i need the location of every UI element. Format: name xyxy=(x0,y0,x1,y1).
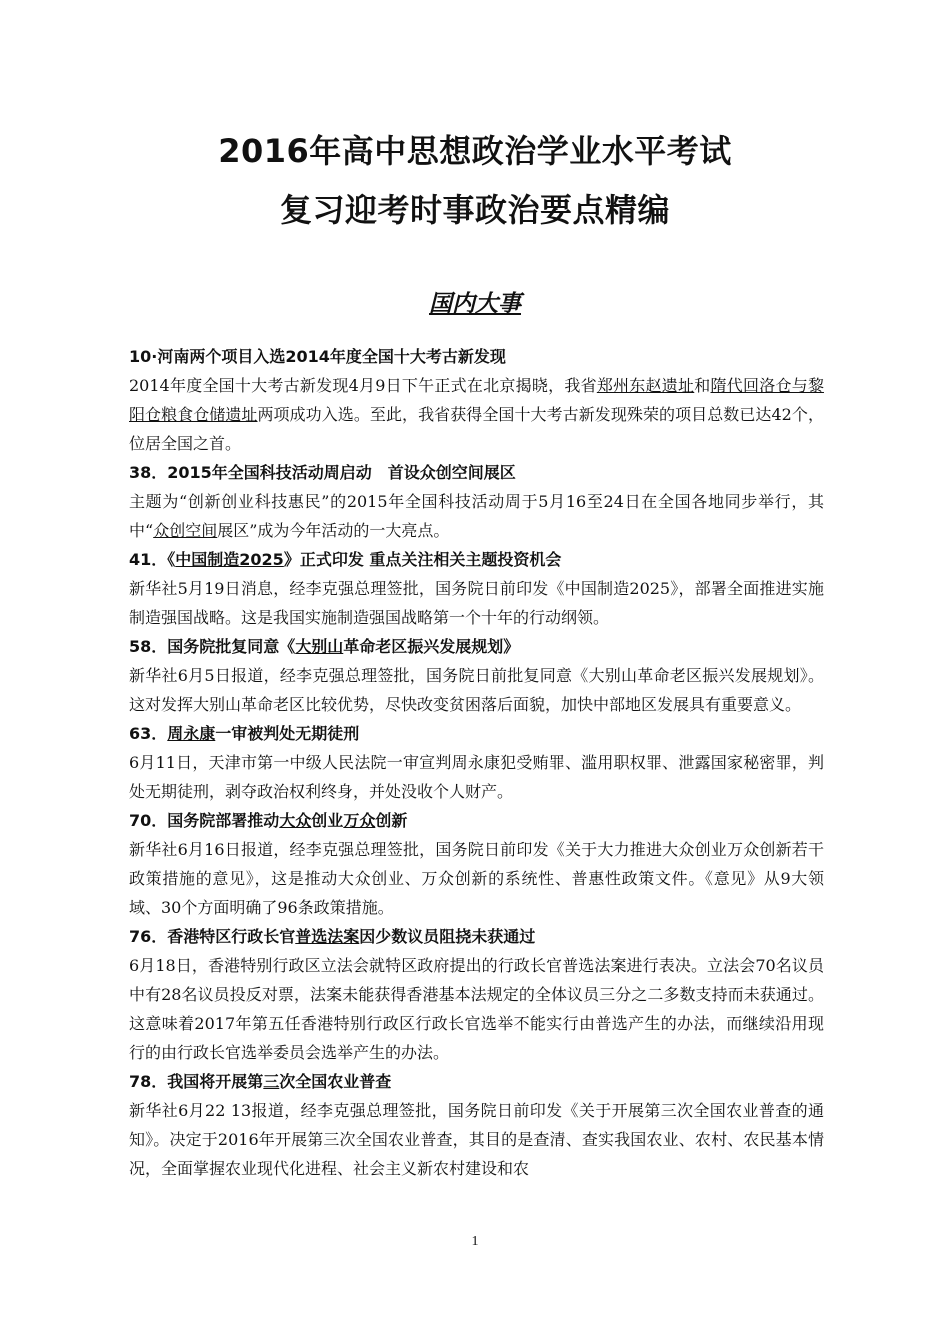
underlined-term: 中国制造2025 xyxy=(175,550,284,569)
news-headline xyxy=(129,342,824,371)
news-body xyxy=(129,574,824,632)
body-text: 新华社6月5日报道，经李克强总理签批，国务院日前批复同意《大别山革命老区振兴发展规划》。这对发挥大别山革命老区比较优势，尽快改变贫困落后面貌，加快中部地区发展具有重要意义。 xyxy=(129,666,824,714)
body-text: 6月11日，天津市第一中级人民法院一审宣判周永康犯受贿罪、滥用职权罪、泄露国家秘密罪，判处无期徒刑，剥夺政治权利终身，并处没收个人财产。 xyxy=(129,753,824,801)
news-item xyxy=(129,458,824,545)
news-item xyxy=(129,806,824,922)
body-text: 和 xyxy=(694,376,711,395)
news-headline xyxy=(129,806,824,835)
headline-text: 70．国务院部署推动 xyxy=(129,811,280,830)
news-headline xyxy=(129,458,824,487)
body-text: 6月18日，香港特别行政区立法会就特区政府提出的行政长官普选法案进行表决。立法会70名议员中有28名议员投反对票，法案未能获得香港基本法规定的全体议员三分之二多数支持而未获通过。这意味着2017年第五任香港特别行政区行政长官选举不能实行由普选产生的办法，而继续沿用现行的由行政长官选举委员会选举产生的办法。 xyxy=(129,956,824,1062)
headline-text: 次全国农业普查 xyxy=(279,1072,392,1091)
news-body xyxy=(129,951,824,1067)
body-text: 2014年度全国十大考古新发现4月9日下午正式在北京揭晓，我省 xyxy=(129,376,597,395)
body-text: 新华社5月19日消息，经李克强总理签批，国务院日前印发《中国制造2025》，部署全面推进实施制造强国战略。这是我国实施制造强国战略第一个十年的行动纲领。 xyxy=(129,579,824,627)
headline-text: 创业 xyxy=(311,811,344,830)
news-item xyxy=(129,545,824,632)
body-text: 新华社6月16日报道，经李克强总理签批，国务院日前印发《关于大力推进大众创业万众创新若干政策措施的意见》，这是推动大众创业、万众创新的系统性、普惠性政策文件。《意见》从9大领域、30个方面明确了96条政策措施。 xyxy=(129,840,824,917)
headline-text: 76．香港特区行政长官 xyxy=(129,927,296,946)
headline-text: 41．《 xyxy=(129,550,176,569)
news-body xyxy=(129,487,824,545)
underlined-term: 普选法案 xyxy=(295,927,360,946)
news-headline xyxy=(129,1067,824,1096)
news-item xyxy=(129,632,824,719)
underlined-term: 三 xyxy=(263,1072,280,1091)
underlined-term: 郑州东赵遗址 xyxy=(596,376,695,395)
headline-text: 因少数议员阻挠未获通过 xyxy=(359,927,536,946)
news-body xyxy=(129,661,824,719)
document-title-line-2: 复习迎考时事政治要点精编 xyxy=(279,191,670,229)
news-list xyxy=(129,342,824,1183)
section-title: 国内大事 xyxy=(429,291,521,317)
body-text: 展区”成为今年活动的一大亮点。 xyxy=(217,521,450,540)
underlined-term: 万众 xyxy=(343,811,376,830)
page-number: 1 xyxy=(471,1234,479,1249)
document-title-line-1: 2016年高中思想政治学业水平考试 xyxy=(218,132,732,170)
body-text: 两项成功入选。至此，我省获得全国十大考古新发现殊荣的项目总数已达42个，位居全国之首。 xyxy=(129,405,824,453)
news-headline xyxy=(129,922,824,951)
underlined-term: 大众 xyxy=(279,811,312,830)
underlined-term: 众创空间 xyxy=(153,521,218,540)
body-text: 新华社6月22 13报道，经李克强总理签批，国务院日前印发《关于开展第三次全国农业普查的通知》。决定于2016年开展第三次全国农业普查，其目的是查清、查实我国农业、农村、农民基本情况，全面掌握农业现代化进程、社会主义新农村建设和农 xyxy=(129,1101,824,1178)
news-headline xyxy=(129,545,824,574)
news-body xyxy=(129,371,824,458)
headline-text: 革命老区振兴发展规划》 xyxy=(343,637,520,656)
news-item xyxy=(129,719,824,806)
news-body xyxy=(129,1096,824,1183)
underlined-term: 大别山 xyxy=(295,637,344,656)
news-body xyxy=(129,835,824,922)
underlined-term: 隋代回洛仓与黎阳仓粮食仓储遗址 xyxy=(129,376,824,424)
news-body xyxy=(129,748,824,806)
headline-text: 38．2015年全国科技活动周启动 首设众创空间展区 xyxy=(129,463,516,482)
news-item xyxy=(129,1067,824,1183)
headline-text: 78．我国将开展第 xyxy=(129,1072,264,1091)
body-text: 主题为“创新创业科技惠民”的2015年全国科技活动周于5月16至24日在全国各地同步举行，其中“ xyxy=(129,492,824,540)
news-item xyxy=(129,922,824,1067)
news-item xyxy=(129,342,824,458)
headline-text: 》正式印发 重点关注相关主题投资机会 xyxy=(283,550,562,569)
headline-text: 63． xyxy=(129,724,168,743)
news-headline xyxy=(129,719,824,748)
headline-text: 创新 xyxy=(375,811,408,830)
underlined-term: 周永康 xyxy=(167,724,216,743)
headline-text: 一审被判处无期徒刑 xyxy=(215,724,360,743)
headline-text: 58．国务院批复同意《 xyxy=(129,637,296,656)
news-headline xyxy=(129,632,824,661)
headline-text: 10·河南两个项目入选2014年度全国十大考古新发现 xyxy=(129,347,506,366)
